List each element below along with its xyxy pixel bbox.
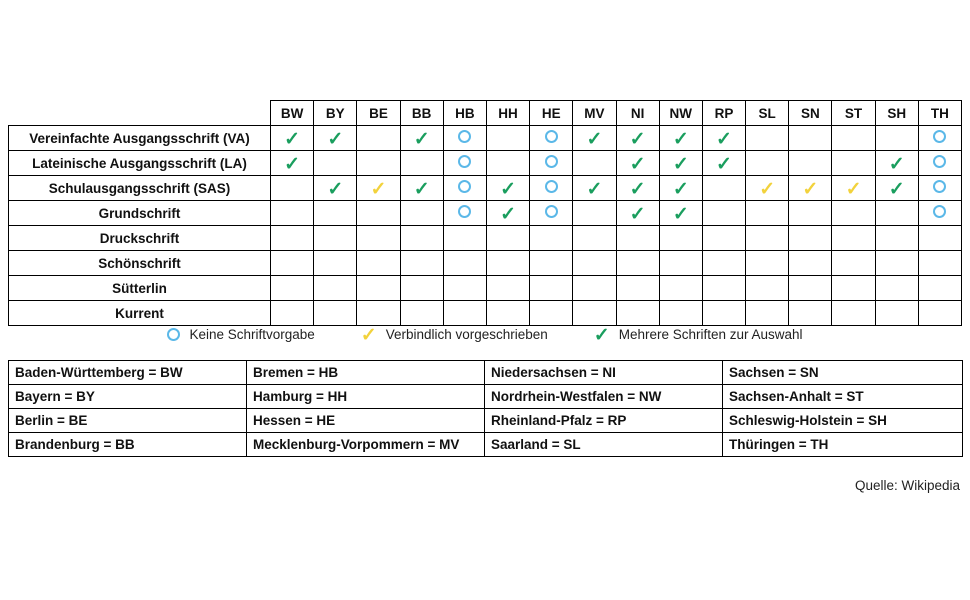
matrix-cell-rp — [702, 301, 745, 326]
matrix-cell-nw — [659, 276, 702, 301]
matrix-cell-rp — [702, 226, 745, 251]
matrix-cell-bb — [400, 276, 443, 301]
script-name-label: Schönschrift — [9, 251, 271, 276]
matrix-row — [9, 251, 962, 276]
matrix-cell-sl — [746, 251, 789, 276]
matrix-cell-mv — [573, 176, 616, 201]
no-requirement-circle-icon — [545, 155, 558, 168]
matrix-cell-bb — [400, 201, 443, 226]
state-header-sl: SL — [746, 101, 789, 126]
matrix-cell-sh — [875, 126, 918, 151]
matrix-cell-sh — [875, 251, 918, 276]
abbreviation-cell: Sachsen = SN — [723, 361, 963, 385]
matrix-cell-hb — [443, 251, 486, 276]
matrix-cell-st — [832, 301, 875, 326]
matrix-cell-bw — [271, 126, 314, 151]
matrix-header-row — [9, 101, 962, 126]
matrix-cell-sn — [789, 176, 832, 201]
matrix-cell-ni — [616, 276, 659, 301]
multiple-scripts-check-icon: ✓ — [629, 128, 646, 150]
matrix-cell-hh — [486, 151, 529, 176]
mandatory-check-icon: ✓ — [370, 178, 387, 200]
matrix-cell-ni — [616, 201, 659, 226]
matrix-cell-mv — [573, 276, 616, 301]
matrix-cell-hh — [486, 276, 529, 301]
multiple-scripts-check-icon: ✓ — [586, 178, 603, 200]
matrix-cell-hb — [443, 176, 486, 201]
state-header-th: TH — [918, 101, 961, 126]
mandatory-check-icon: ✓ — [759, 178, 776, 200]
multiple-scripts-check-icon: ✓ — [629, 203, 646, 225]
state-header-st: ST — [832, 101, 875, 126]
matrix-cell-bb — [400, 151, 443, 176]
matrix-cell-he — [530, 251, 573, 276]
multiple-scripts-check-icon: ✓ — [593, 325, 610, 346]
script-name-label: Grundschrift — [9, 201, 271, 226]
state-header-bw: BW — [271, 101, 314, 126]
multiple-scripts-check-icon: ✓ — [413, 178, 430, 200]
matrix-cell-sl — [746, 126, 789, 151]
matrix-cell-nw — [659, 226, 702, 251]
multiple-scripts-check-icon: ✓ — [500, 178, 516, 200]
matrix-cell-st — [832, 201, 875, 226]
abbreviation-cell: Bremen = HB — [247, 361, 485, 385]
matrix-cell-nw — [659, 176, 702, 201]
matrix-row — [9, 301, 962, 326]
matrix-cell-he — [530, 201, 573, 226]
multiple-scripts-check-icon: ✓ — [716, 153, 732, 175]
matrix-cell-sl — [746, 151, 789, 176]
matrix-cell-he — [530, 176, 573, 201]
matrix-cell-rp — [702, 126, 745, 151]
matrix-cell-ni — [616, 301, 659, 326]
script-name-label: Kurrent — [9, 301, 271, 326]
abbreviation-cell: Thüringen = TH — [723, 433, 963, 457]
matrix-cell-th — [918, 126, 961, 151]
no-requirement-circle-icon — [545, 205, 558, 218]
matrix-cell-bb — [400, 226, 443, 251]
matrix-cell-nw — [659, 201, 702, 226]
matrix-cell-rp — [702, 251, 745, 276]
matrix-cell-be — [357, 126, 400, 151]
matrix-cell-bb — [400, 301, 443, 326]
matrix-cell-he — [530, 226, 573, 251]
matrix-cell-sl — [746, 201, 789, 226]
matrix-cell-sl — [746, 176, 789, 201]
matrix-cell-by — [314, 276, 357, 301]
matrix-cell-by — [314, 201, 357, 226]
matrix-body — [9, 126, 962, 326]
matrix-cell-he — [530, 301, 573, 326]
matrix-cell-st — [832, 226, 875, 251]
matrix-cell-bw — [271, 151, 314, 176]
matrix-cell-he — [530, 151, 573, 176]
matrix-cell-sh — [875, 276, 918, 301]
matrix-row — [9, 126, 962, 151]
matrix-cell-th — [918, 251, 961, 276]
matrix-row — [9, 201, 962, 226]
matrix-cell-be — [357, 151, 400, 176]
matrix-cell-sh — [875, 226, 918, 251]
matrix-cell-st — [832, 176, 875, 201]
matrix-cell-st — [832, 251, 875, 276]
matrix-cell-hb — [443, 301, 486, 326]
matrix-cell-sl — [746, 301, 789, 326]
matrix-cell-hh — [486, 176, 529, 201]
script-name-label: Vereinfachte Ausgangsschrift (VA) — [9, 126, 271, 151]
matrix-cell-bw — [271, 176, 314, 201]
abbreviation-cell: Hamburg = HH — [247, 385, 485, 409]
legend-item — [167, 327, 314, 342]
matrix-cell-by — [314, 226, 357, 251]
matrix-cell-nw — [659, 251, 702, 276]
no-requirement-circle-icon — [458, 205, 471, 218]
matrix-cell-nw — [659, 126, 702, 151]
no-requirement-circle-icon — [933, 205, 946, 218]
abbreviation-table — [8, 360, 963, 457]
matrix-row — [9, 276, 962, 301]
state-header-by: BY — [314, 101, 357, 126]
matrix-cell-hb — [443, 151, 486, 176]
abbreviation-table-container — [8, 360, 962, 457]
matrix-cell-be — [357, 301, 400, 326]
matrix-cell-be — [357, 176, 400, 201]
matrix-cell-sh — [875, 151, 918, 176]
abbreviation-cell: Nordrhein-Westfalen = NW — [485, 385, 723, 409]
state-header-hh: HH — [486, 101, 529, 126]
matrix-cell-bb — [400, 251, 443, 276]
abbreviation-cell: Hessen = HE — [247, 409, 485, 433]
abbreviation-cell: Mecklenburg-Vorpommern = MV — [247, 433, 485, 457]
matrix-cell-sn — [789, 226, 832, 251]
matrix-cell-ni — [616, 126, 659, 151]
multiple-scripts-check-icon: ✓ — [586, 128, 603, 150]
multiple-scripts-check-icon: ✓ — [716, 128, 732, 150]
source-note: Quelle: Wikipedia — [854, 478, 960, 493]
matrix-cell-bb — [400, 176, 443, 201]
matrix-cell-st — [832, 151, 875, 176]
matrix-cell-rp — [702, 201, 745, 226]
matrix-cell-th — [918, 151, 961, 176]
matrix-cell-by — [314, 301, 357, 326]
abbreviation-row — [9, 409, 963, 433]
matrix-cell-th — [918, 201, 961, 226]
mandatory-check-icon: ✓ — [360, 325, 377, 346]
matrix-cell-he — [530, 126, 573, 151]
multiple-scripts-check-icon: ✓ — [413, 128, 430, 150]
matrix-cell-ni — [616, 251, 659, 276]
matrix-cell-hb — [443, 276, 486, 301]
script-name-label: Schulausgangsschrift (SAS) — [9, 176, 271, 201]
script-matrix-table — [8, 100, 962, 326]
abbreviation-body — [9, 361, 963, 457]
no-requirement-circle-icon — [458, 155, 471, 168]
state-header-be: BE — [357, 101, 400, 126]
matrix-cell-sn — [789, 151, 832, 176]
matrix-cell-mv — [573, 226, 616, 251]
multiple-scripts-check-icon: ✓ — [284, 153, 301, 175]
legend-item-label: Keine Schriftvorgabe — [189, 327, 315, 342]
matrix-cell-st — [832, 276, 875, 301]
matrix-cell-hh — [486, 201, 529, 226]
matrix-cell-hh — [486, 126, 529, 151]
abbreviation-cell: Sachsen-Anhalt = ST — [723, 385, 963, 409]
multiple-scripts-check-icon: ✓ — [888, 153, 905, 175]
matrix-cell-sh — [875, 176, 918, 201]
matrix-cell-sh — [875, 301, 918, 326]
matrix-cell-sn — [789, 251, 832, 276]
abbreviation-cell: Berlin = BE — [9, 409, 247, 433]
no-requirement-circle-icon — [458, 180, 471, 193]
script-name-label: Sütterlin — [9, 276, 271, 301]
state-header-mv: MV — [573, 101, 616, 126]
matrix-cell-hb — [443, 126, 486, 151]
matrix-cell-mv — [573, 126, 616, 151]
state-header-hb: HB — [443, 101, 486, 126]
abbreviation-row — [9, 361, 963, 385]
matrix-cell-be — [357, 201, 400, 226]
matrix-cell-hb — [443, 201, 486, 226]
matrix-cell-mv — [573, 301, 616, 326]
matrix-cell-hh — [486, 226, 529, 251]
abbreviation-cell: Schleswig-Holstein = SH — [723, 409, 963, 433]
matrix-cell-sn — [789, 126, 832, 151]
no-requirement-circle-icon — [933, 180, 946, 193]
abbreviation-row — [9, 385, 963, 409]
mandatory-check-icon: ✓ — [802, 178, 819, 200]
abbreviation-cell: Baden-Württemberg = BW — [9, 361, 247, 385]
matrix-cell-sn — [789, 201, 832, 226]
matrix-cell-by — [314, 251, 357, 276]
matrix-cell-st — [832, 126, 875, 151]
matrix-cell-he — [530, 276, 573, 301]
matrix-cell-by — [314, 176, 357, 201]
matrix-cell-th — [918, 276, 961, 301]
matrix-cell-hh — [486, 251, 529, 276]
abbreviation-cell: Saarland = SL — [485, 433, 723, 457]
matrix-cell-th — [918, 226, 961, 251]
matrix-cell-nw — [659, 151, 702, 176]
no-requirement-circle-icon — [933, 130, 946, 143]
matrix-row — [9, 151, 962, 176]
matrix-cell-bb — [400, 126, 443, 151]
matrix-cell-sh — [875, 201, 918, 226]
multiple-scripts-check-icon: ✓ — [284, 128, 301, 150]
matrix-cell-by — [314, 126, 357, 151]
state-header-ni: NI — [616, 101, 659, 126]
legend-item — [594, 325, 803, 344]
matrix-cell-mv — [573, 151, 616, 176]
no-requirement-circle-icon — [933, 155, 946, 168]
abbreviation-cell: Rheinland-Pfalz = RP — [485, 409, 723, 433]
matrix-cell-sn — [789, 276, 832, 301]
multiple-scripts-check-icon: ✓ — [672, 203, 689, 225]
legend-item-label: Verbindlich vorgeschrieben — [385, 327, 548, 342]
no-requirement-circle-icon — [545, 180, 558, 193]
multiple-scripts-check-icon: ✓ — [327, 178, 344, 200]
no-requirement-circle-icon — [167, 328, 180, 341]
matrix-cell-sn — [789, 301, 832, 326]
no-requirement-circle-icon — [545, 130, 558, 143]
matrix-cell-rp — [702, 276, 745, 301]
matrix-cell-ni — [616, 226, 659, 251]
matrix-cell-ni — [616, 176, 659, 201]
matrix-cell-be — [357, 226, 400, 251]
matrix-cell-bw — [271, 251, 314, 276]
multiple-scripts-check-icon: ✓ — [629, 153, 646, 175]
script-name-label: Lateinische Ausgangsschrift (LA) — [9, 151, 271, 176]
multiple-scripts-check-icon: ✓ — [672, 153, 689, 175]
script-name-label: Druckschrift — [9, 226, 271, 251]
multiple-scripts-check-icon: ✓ — [672, 178, 689, 200]
matrix-cell-rp — [702, 176, 745, 201]
abbreviation-cell: Bayern = BY — [9, 385, 247, 409]
multiple-scripts-check-icon: ✓ — [327, 128, 344, 150]
multiple-scripts-check-icon: ✓ — [888, 178, 905, 200]
matrix-cell-bw — [271, 301, 314, 326]
state-header-he: HE — [530, 101, 573, 126]
mandatory-check-icon: ✓ — [845, 178, 862, 200]
matrix-cell-th — [918, 301, 961, 326]
matrix-cell-sl — [746, 276, 789, 301]
legend-item — [361, 325, 548, 344]
multiple-scripts-check-icon: ✓ — [672, 128, 689, 150]
state-header-sh: SH — [875, 101, 918, 126]
matrix-cell-hb — [443, 226, 486, 251]
matrix-cell-bw — [271, 226, 314, 251]
matrix-cell-rp — [702, 151, 745, 176]
matrix-cell-be — [357, 276, 400, 301]
state-header-bb: BB — [400, 101, 443, 126]
matrix-cell-bw — [271, 276, 314, 301]
legend — [8, 325, 962, 344]
state-header-rp: RP — [702, 101, 745, 126]
multiple-scripts-check-icon: ✓ — [500, 203, 516, 225]
matrix-cell-sl — [746, 226, 789, 251]
matrix-cell-th — [918, 176, 961, 201]
no-requirement-circle-icon — [458, 130, 471, 143]
multiple-scripts-check-icon: ✓ — [629, 178, 646, 200]
legend-item-label: Mehrere Schriften zur Auswahl — [618, 327, 803, 342]
script-matrix-container — [8, 100, 962, 326]
matrix-cell-bw — [271, 201, 314, 226]
matrix-row — [9, 176, 962, 201]
matrix-cell-by — [314, 151, 357, 176]
abbreviation-cell: Brandenburg = BB — [9, 433, 247, 457]
matrix-cell-ni — [616, 151, 659, 176]
matrix-cell-mv — [573, 201, 616, 226]
abbreviation-cell: Niedersachsen = NI — [485, 361, 723, 385]
matrix-cell-mv — [573, 251, 616, 276]
state-header-nw: NW — [659, 101, 702, 126]
matrix-row — [9, 226, 962, 251]
state-header-sn: SN — [789, 101, 832, 126]
matrix-head — [9, 101, 962, 126]
abbreviation-row — [9, 433, 963, 457]
matrix-cell-be — [357, 251, 400, 276]
matrix-cell-nw — [659, 301, 702, 326]
matrix-corner-cell — [9, 101, 271, 126]
matrix-cell-hh — [486, 301, 529, 326]
